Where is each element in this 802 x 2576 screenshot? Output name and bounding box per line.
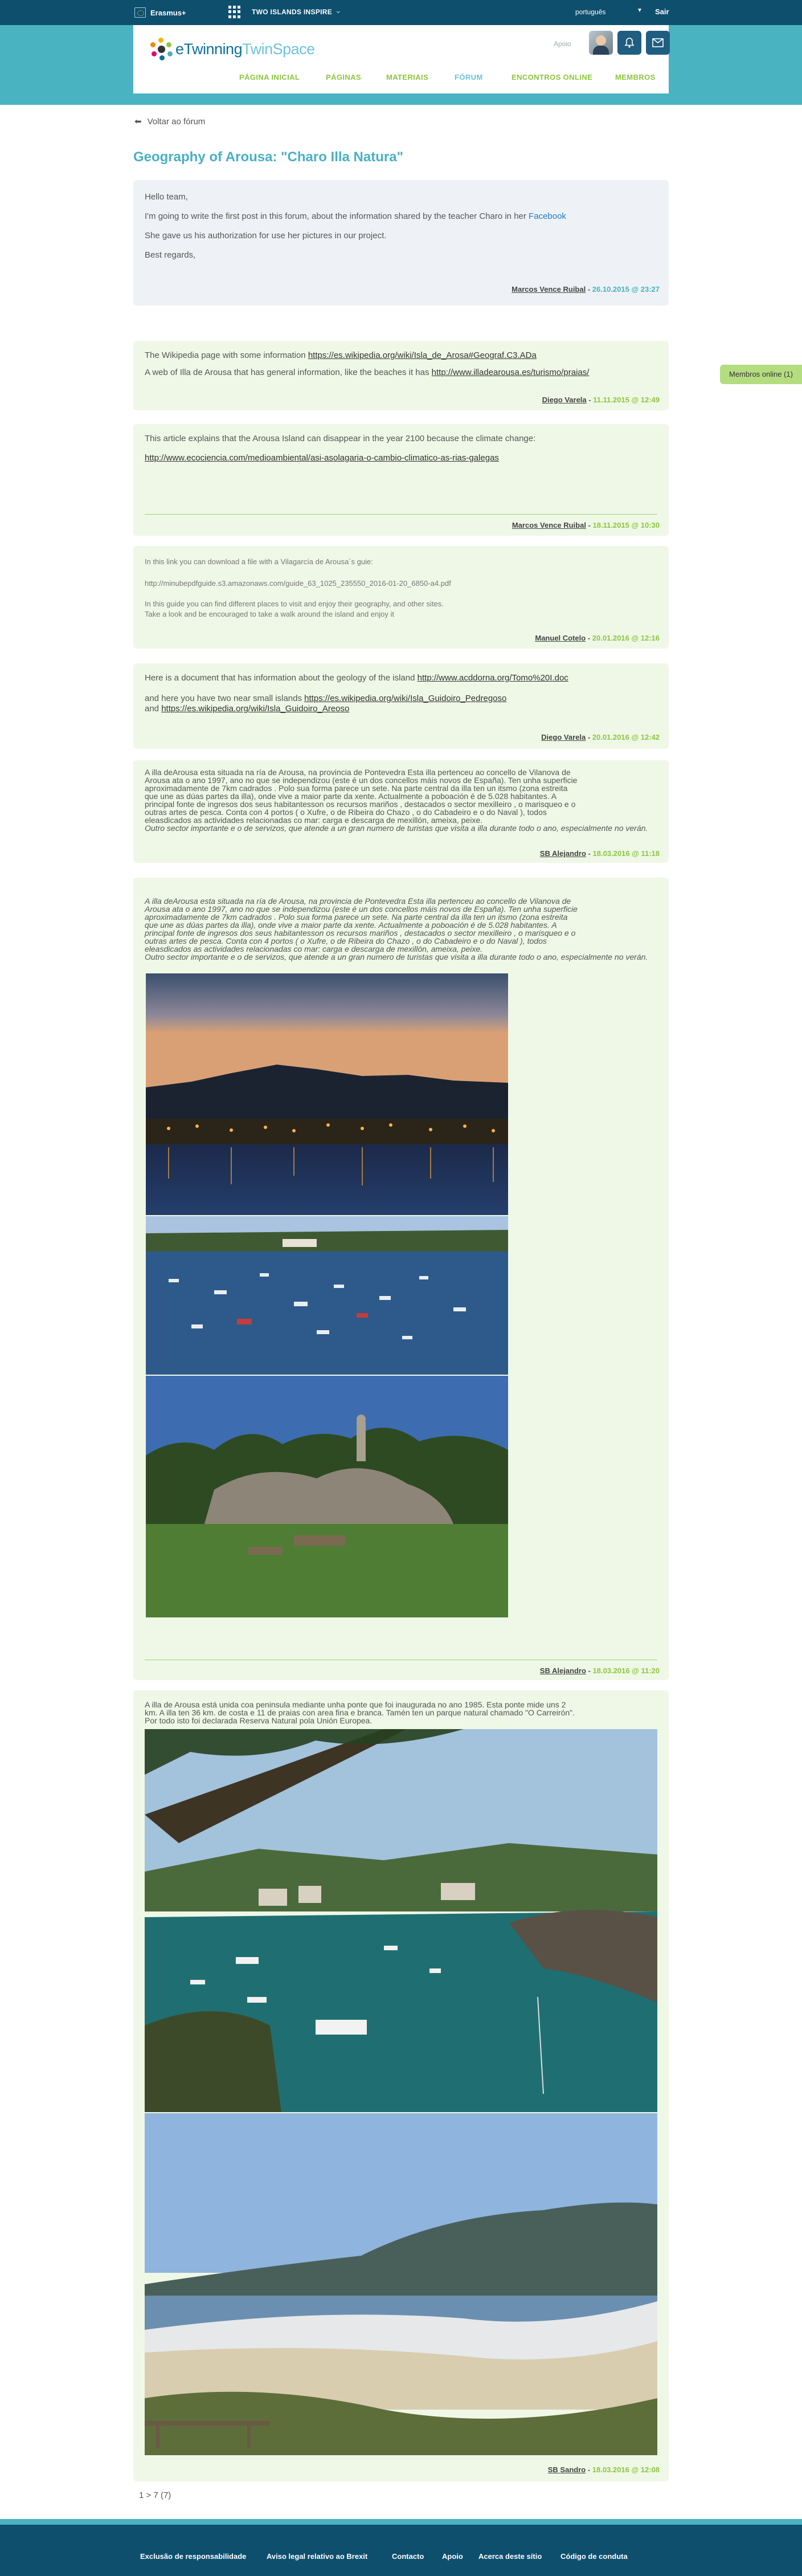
nav-item-pages[interactable]: PÁGINAS xyxy=(326,73,362,81)
back-to-forum-link[interactable] xyxy=(134,116,205,127)
brand-twinspace: TwinSpace xyxy=(242,40,315,58)
forum-post xyxy=(133,1690,669,2481)
post-meta: Marcos Vence Ruibal - 18.11.2015 @ 10:30 xyxy=(512,521,660,529)
caret-down-icon[interactable]: ▼ xyxy=(637,7,643,14)
nav-item-materials[interactable]: MATERIAIS xyxy=(386,73,429,81)
post-text-part: The Wikipedia page with some information xyxy=(145,350,308,360)
notifications-bell-icon[interactable] xyxy=(617,31,641,55)
guidoiro-areoso-link[interactable]: https://es.wikipedia.org/wiki/Isla_Guidoiro_Areoso xyxy=(161,704,350,714)
post-author-link[interactable]: SB Alejandro xyxy=(539,1666,586,1675)
nav-item-online-meetings[interactable]: ENCONTROS ONLINE xyxy=(512,73,593,81)
nav-item-forum[interactable]: FÓRUM xyxy=(455,73,483,81)
eu-flag-icon xyxy=(134,7,146,18)
arrow-left-icon: ⬅ xyxy=(134,117,142,127)
footer-strip xyxy=(0,2519,802,2525)
geology-doc-link[interactable]: http://www.acddorna.org/Tomo%20I.doc xyxy=(417,673,568,683)
post-meta: Manuel Cotelo - 20.01.2016 @ 12:16 xyxy=(535,634,660,642)
language-select[interactable]: português xyxy=(575,8,606,16)
post-text xyxy=(145,672,657,684)
post-author-link[interactable]: Marcos Vence Ruibal xyxy=(512,285,586,294)
divider xyxy=(145,514,657,515)
online-members-tab[interactable]: Membros online (1) xyxy=(720,365,802,384)
post-text: Hello team, xyxy=(145,192,188,202)
guidoiro-pedregoso-link[interactable]: https://es.wikipedia.org/wiki/Isla_Guidoiro_Pedregoso xyxy=(304,694,507,703)
footer-link-help[interactable]: Apoio xyxy=(442,2552,463,2561)
main-nav xyxy=(133,73,669,84)
messages-envelope-icon[interactable] xyxy=(646,31,670,55)
forum-post xyxy=(133,424,669,536)
post-author-link[interactable]: Diego Varela xyxy=(541,733,586,741)
post-text: Outro sector importante e o de servizos, que atende a un gran numero de turistas que visita a illa durante todo o ano, especialmente no verán. xyxy=(145,952,648,961)
post-text: eleasdicados as actividades relacionadas co mar: carga e descarga de mexillón, ameixa, peixe. xyxy=(145,944,482,953)
post-text xyxy=(145,693,657,704)
user-avatar[interactable] xyxy=(589,31,613,55)
forum-post xyxy=(133,341,669,410)
footer-link-brexit[interactable]: Aviso legal relativo ao Brexit xyxy=(267,2552,368,2561)
post-meta: Marcos Vence Ruibal - 26.10.2015 @ 23:27 xyxy=(512,285,660,294)
post-meta: SB Alejandro - 18.03.2016 @ 11:20 xyxy=(539,1666,660,1675)
beaches-link[interactable]: http://www.illadearousa.es/turismo/praias/ xyxy=(431,368,590,377)
post-text: She gave us his authorization for use her pictures in our project. xyxy=(145,231,387,241)
photo-cove-boats xyxy=(145,1729,657,2112)
nav-item-home[interactable]: PÁGINA INICIAL xyxy=(239,73,300,81)
post-text: aproximadamente de 7km cadrados . Polo sua forma parece un sete. Na parte central da illa ten un itsmo (zona estreita xyxy=(145,784,568,793)
post-text xyxy=(145,367,657,378)
footer-link-disclaimer[interactable]: Exclusão de responsabilidade xyxy=(140,2552,247,2561)
post-text xyxy=(145,453,657,464)
post-text: In this link you can download a file with a Vilagarcía de Arousa´s guie: xyxy=(145,557,373,566)
post-meta: SB Alejandro - 18.03.2016 @ 11:18 xyxy=(539,849,660,858)
post-meta: SB Sandro - 18.03.2016 @ 12:08 xyxy=(547,2465,660,2474)
post-text: In this guide you can find different places to visit and enjoy their geography, and other sites. xyxy=(145,600,444,608)
post-author-link[interactable]: SB Alejandro xyxy=(539,849,586,858)
post-text-part: A web of Illa de Arousa that has general information, like the beaches it has xyxy=(145,368,432,377)
photo-beach-dunes xyxy=(145,2113,657,2455)
forum-post xyxy=(133,546,669,649)
post-text-part: I'm going to write the first post in this forum, about the information shared by the teacher Charo in her xyxy=(145,211,529,221)
post-text: Outro sector importante e o de servizos, que atende a un gran numero de turistas que visita a illa durante todo o ano, especialmente no verán. xyxy=(145,824,648,833)
post-author-link[interactable]: Manuel Cotelo xyxy=(535,634,586,642)
photo-rocks-statue xyxy=(146,1376,508,1617)
post-meta: Diego Varela - 20.01.2016 @ 12:42 xyxy=(541,733,660,741)
apps-grid-icon[interactable] xyxy=(228,6,241,18)
forum-post xyxy=(133,878,669,1680)
post-text: km. A illa ten 36 km. de costa e 11 de praias con area fina e branca. Tamén ten un parque natural chamado "O Carreirón". xyxy=(145,1708,575,1717)
post-date: 20.01.2016 @ 12:42 xyxy=(592,733,660,741)
erasmus-label: Erasmus+ xyxy=(150,8,186,17)
post-author-link[interactable]: SB Sandro xyxy=(547,2465,586,2474)
post-text xyxy=(145,211,657,222)
post-text xyxy=(145,350,657,361)
photo-night-harbour xyxy=(146,973,508,1215)
post-text-part: Here is a document that has information about the geology of the island xyxy=(145,673,418,683)
nav-item-members[interactable]: MEMBROS xyxy=(615,73,656,81)
wikipedia-link[interactable]: https://es.wikipedia.org/wiki/Isla_de_Arosa#Geograf.C3.ADa xyxy=(308,350,537,360)
footer xyxy=(0,2525,802,2576)
logo-stars-icon xyxy=(150,38,173,60)
post-author-link[interactable]: Diego Varela xyxy=(542,396,587,404)
post-text: que une as dúas partes da illa), onde vive a maior parte da xente. Actualmente a poboación é de 5.028 habitantes. A xyxy=(145,792,557,801)
post-date: 18.03.2016 @ 11:20 xyxy=(592,1666,660,1675)
help-link[interactable]: Apoio xyxy=(554,40,571,48)
brand-text xyxy=(175,40,315,58)
post-date: 11.11.2015 @ 12:49 xyxy=(593,396,660,404)
post-text: outras artes de pesca. Conta con 4 portos ( o Xufre, o de Ribeira do Chazo , o do Cabadeiro e o do Naval ), todos xyxy=(145,808,547,817)
post-text: que une as dúas partes da illa), onde vive a maior parte da xente. Actualmente a poboación é de 5.028 habitantes. A xyxy=(145,920,557,930)
post-date: 18.11.2015 @ 10:30 xyxy=(592,521,660,529)
logout-link[interactable]: Sair xyxy=(655,7,669,16)
post-text: A illa deArousa esta situada na ría de Arousa, na provincia de Pontevedra Esta illa pertenceu ao concello de Vilanova de xyxy=(145,768,571,777)
post-date: 18.03.2016 @ 11:18 xyxy=(592,849,660,858)
post-text: eleasdicados as actividades relacionadas co mar: carga e descarga de mexillón, ameixa, peixe. xyxy=(145,816,482,825)
photo-boats-harbour xyxy=(146,1216,508,1375)
forum-post xyxy=(133,663,669,749)
pagination[interactable]: 1 > 7 (7) xyxy=(139,2491,171,2500)
post-text-part: and here you have two near small islands xyxy=(145,694,305,703)
article-link[interactable]: http://www.ecociencia.com/medioambiental/asi-asolagaria-o-cambio-climatico-as-rias-galegas xyxy=(145,453,499,463)
forum-post xyxy=(133,180,669,305)
post-text: principal fonte de ingresos dos seus habitantesson os recursos mariños , destacados o sector mexilleiro , o marisqueo e o xyxy=(145,928,576,938)
post-date: 20.01.2016 @ 12:16 xyxy=(592,634,660,642)
post-date: 26.10.2015 @ 23:27 xyxy=(592,285,660,294)
post-text-part: and xyxy=(145,704,162,714)
post-text: http://minubepdfguide.s3.amazonaws.com/guide_63_1025_235550_2016-01-20_6850-a4.pdf xyxy=(145,579,451,588)
post-text: principal fonte de ingresos dos seus habitantesson os recursos mariños , destacados o sector mexilleiro , o marisqueo e o xyxy=(145,800,576,809)
post-text: outras artes de pesca. Conta con 4 portos ( o Xufre, o de Ribeira do Chazo , o do Cabadeiro e o do Naval ), todos xyxy=(145,936,547,945)
post-text: Take a look and be encouraged to take a walk around the island and enjoy it xyxy=(145,610,394,618)
footer-link-about[interactable]: Acerca deste sítio xyxy=(478,2552,542,2561)
post-date: 18.03.2016 @ 12:08 xyxy=(592,2465,660,2474)
post-text: This article explains that the Arousa Island can disappear in the year 2100 because the climate change: xyxy=(145,434,536,443)
page-title: Geography of Arousa: "Charo Illa Natura" xyxy=(133,149,403,165)
footer-link-code-of-conduct[interactable]: Código de conduta xyxy=(560,2552,628,2561)
project-name[interactable]: TWO ISLANDS INSPIRE xyxy=(252,8,333,16)
top-bar xyxy=(0,0,802,25)
post-author-link[interactable]: Marcos Vence Ruibal xyxy=(512,521,586,529)
post-meta: Diego Varela - 11.11.2015 @ 12:49 xyxy=(542,396,660,404)
post-text: Arousa ata o ano 1997, ano no que se independizou (este é un dos concellos máis novos de España). Ten unha superficie xyxy=(145,776,578,785)
facebook-link[interactable]: Facebook xyxy=(529,211,566,221)
erasmus-link[interactable] xyxy=(134,7,186,18)
forum-post xyxy=(133,760,669,863)
back-to-forum-label: Voltar ao fórum xyxy=(147,117,206,127)
post-text xyxy=(145,703,657,715)
post-text: Por todo isto foi declarada Reserva Natural pola Unión Europea. xyxy=(145,1716,373,1725)
etwinning-logo[interactable] xyxy=(150,38,315,60)
post-text: Arousa ata o ano 1997, ano no que se independizou (este é un dos concellos máis novos de España). Ten unha superficie xyxy=(145,904,578,914)
chevron-down-icon[interactable]: ⌄ xyxy=(335,6,342,15)
post-text: aproximadamente de 7km cadrados . Polo sua forma parece un sete. Na parte central da illa ten un itsmo (zona estreita xyxy=(145,912,568,922)
footer-link-contact[interactable]: Contacto xyxy=(392,2552,424,2561)
post-text: A illa de Arousa está unida coa peninsula mediante unha ponte que foi inaugurada no ano 1985. Esta ponte mide uns 2 xyxy=(145,1700,566,1709)
post-text: A illa deArousa esta situada na ría de Arousa, na provincia de Pontevedra Esta illa pertenceu ao concello de Vilanova de xyxy=(145,896,571,906)
header xyxy=(133,25,669,93)
brand-etwinning: eTwinning xyxy=(175,40,243,58)
post-text: Best regards, xyxy=(145,250,196,260)
